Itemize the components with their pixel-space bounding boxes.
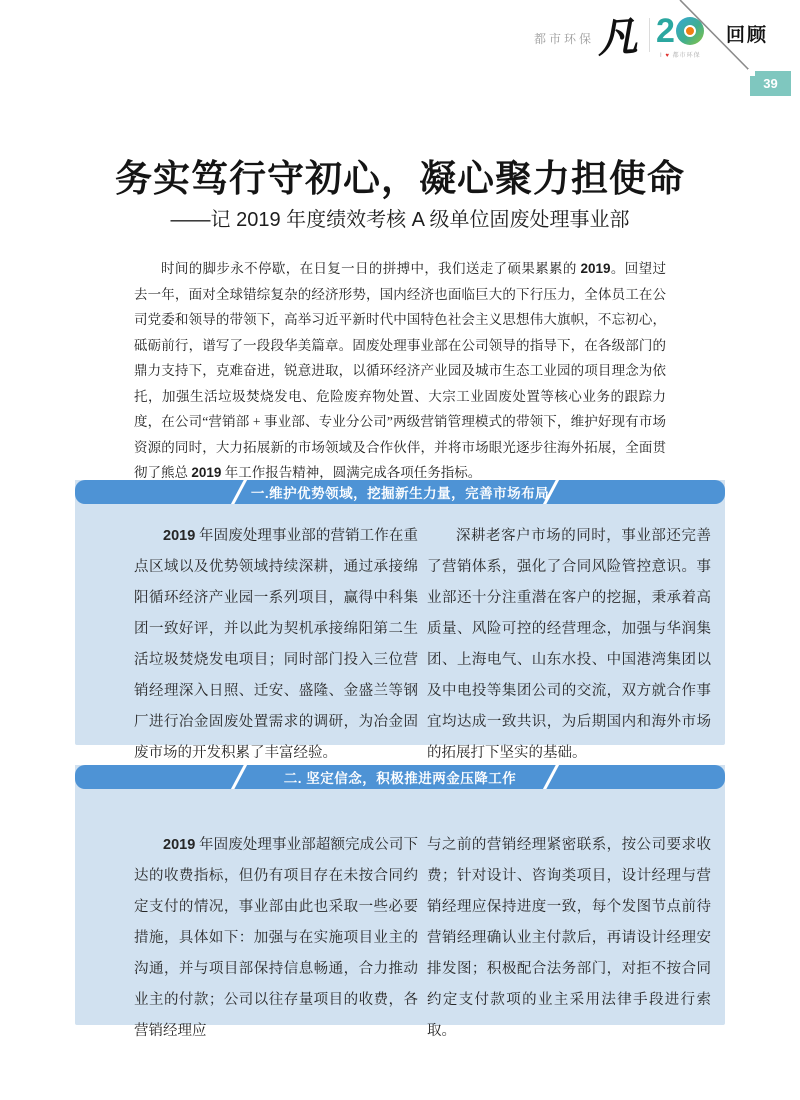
intro-paragraph: 时间的脚步永不停歇，在日复一日的拼搏中，我们送走了硕果累累的 2019。回望过去一年，面对全球错综复杂的经济形势，国内经济也面临巨大的下行压力，全体员工在公司党委和领导的带领下，高举习近平新时代中国特色社会主义思想伟大旗帜，不忘初心，砥砺前行，谱写了一段段华美篇章。固废处理事业部在公司领导的指导下，在各级部门的鼎力支持下，克难奋进，锐意进取，以循环经济产业园及城市生态工业园的项目理念为依托，加强生活垃圾焚烧发电、危险废弃物处置、大宗工业固废处置等核心业务的跟踪力度，在公司“营销部 + 事业部、专业分公司”两级营销管理模式的带领下，维护好现有市场资源的同时，大力拓展新的市场领域及合作伙伴，并将市场眼光逐步往海外拓展，全面贯彻了熊总 2019 年工作报告精神，圆满完成各项任务指标。 — [134, 261, 666, 480]
section-1-column-right: 深耕老客户市场的同时，事业部还完善了营销体系，强化了合同风险管控意识。事业部还十分注重潜在客户的挖掘，秉承着高质量、风险可控的经营理念，加强与华润集团、上海电气、山东水投、中国港湾集团以及中电投等集团公司的交流，双方就合作事宜均达成一致共识，为后期国内和海外市场的拓展打下坚实的基础。 — [427, 528, 711, 761]
banner-slash-icon — [541, 765, 560, 789]
section-2-column-right: 与之前的营销经理紧密联系，按公司要求收费；针对设计、咨询类项目，设计经理与营销经理应保持进度一致，每个发图节点前待营销经理确认业主付款后，再请设计经理安排发图；积极配合法务部门，对拒不按合同约定支付款项的业主采用法律手段进行索取。 — [427, 837, 711, 1039]
anniversary-tagline: I ♥ 都市环保 — [660, 53, 701, 59]
anniversary-2-glyph: 2 — [656, 12, 675, 50]
section-1-column-left: 2019 年固废处理事业部的营销工作在重点区域以及优势领域持续深耕，通过承接绵阳循环经济产业园一系列项目，赢得中科集团一致好评，并以此为契机承接绵阳第二生活垃圾焚烧发电项目；同时部门投入三位营销经理深入日照、迁安、盛隆、金盛兰等钢厂进行冶金固废处置需求的调研，为冶金固废市场的开发积累了丰富经验。 — [134, 528, 418, 761]
section-1-banner — [75, 480, 725, 504]
banner-slash-icon — [229, 765, 248, 789]
section-2-banner — [75, 765, 725, 789]
header-divider — [649, 18, 650, 52]
section-2-column-left: 2019 年固废处理事业部超额完成公司下达的收费指标，但仍有项目存在未按合同约定支付的情况，事业部由此也采取一些必要措施，具体如下：加强与在实施项目业主的沟通，并与项目部保持信息畅通，合力推动业主的付款；公司以往存量项目的收费，各营销经理应 — [134, 837, 418, 1039]
article-title: 务实笃行守初心，凝心聚力担使命 — [115, 158, 685, 199]
brand-calligraphy-icon: 凡 — [595, 13, 639, 62]
brand-name: 都市环保 — [534, 32, 595, 46]
banner-slash-icon — [229, 480, 248, 504]
heart-icon: ♥ — [665, 53, 670, 59]
corner-square — [748, 69, 755, 76]
page-number: 39 — [763, 76, 778, 91]
section-1-columns — [75, 504, 725, 769]
article-subtitle: ——记 2019 年度绩效考核 A 级单位固废处理事业部 — [170, 209, 630, 231]
section-2-columns — [75, 789, 725, 1047]
section-2-box — [75, 765, 725, 1039]
page-number-badge — [750, 71, 791, 96]
section-2-title: 二. 坚定信念，积极推进两金压降工作 — [283, 771, 517, 786]
diagonal-rule — [668, 0, 758, 76]
section-tag: 回顾 — [726, 25, 769, 46]
section-1-title: 一.维护优势领域，挖掘新生力量，完善市场布局 — [250, 486, 550, 501]
section-1-box — [75, 480, 725, 761]
